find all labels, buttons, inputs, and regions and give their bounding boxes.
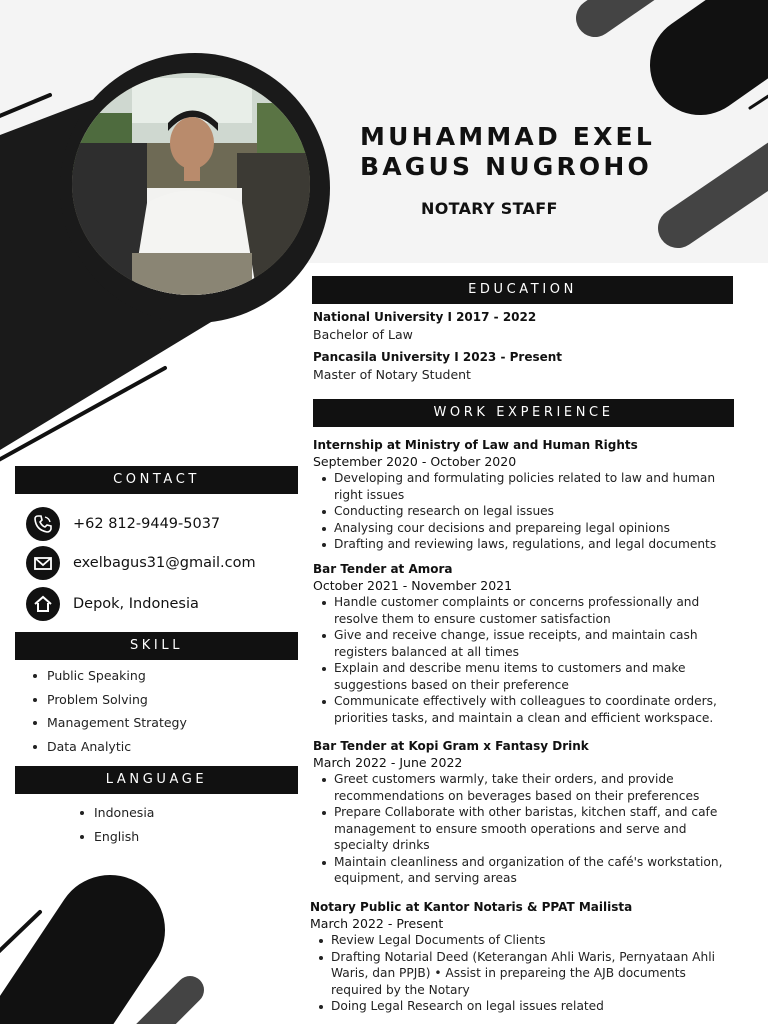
job-title: NOTARY STAFF bbox=[421, 199, 558, 218]
job-bullets bbox=[334, 594, 738, 726]
education-school: National University I 2017 - 2022 bbox=[313, 310, 537, 324]
education-degree: Master of Notary Student bbox=[313, 367, 471, 382]
contact-email-row bbox=[26, 546, 256, 580]
skill-item: Data Analytic bbox=[31, 735, 187, 759]
education-degree: Bachelor of Law bbox=[313, 327, 413, 342]
job-bullet: Prepare Collaborate with other baristas, kitchen staff, and cafe management to ensure smooth operations and serve and specialty drinks bbox=[334, 804, 738, 854]
job-title: Notary Public at Kantor Notaris & PPAT Mailista bbox=[310, 900, 633, 914]
contact-email: exelbagus31@gmail.com bbox=[73, 555, 256, 571]
deco-capsule-mid-right bbox=[678, 145, 768, 228]
contact-location-row bbox=[26, 587, 199, 621]
skill-header: SKILL bbox=[15, 632, 298, 660]
mail-icon bbox=[26, 546, 60, 580]
job-bullets bbox=[334, 470, 738, 553]
job-bullet: Communicate effectively with colleagues to coordinate orders, priorities tasks, and maintain a clean and efficient workspace. bbox=[334, 693, 738, 726]
language-header: LANGUAGE bbox=[15, 766, 298, 794]
language-item: English bbox=[78, 825, 154, 849]
name-line-1: MUHAMMAD EXEL bbox=[360, 122, 655, 151]
education-entry bbox=[313, 348, 562, 384]
candidate-name bbox=[360, 122, 690, 182]
job-bullet: Drafting and reviewing laws, regulations, and legal documents bbox=[334, 536, 738, 553]
education-school: Pancasila University I 2023 - Present bbox=[313, 350, 563, 364]
job-bullets bbox=[331, 932, 735, 1015]
contact-phone: +62 812-9449-5037 bbox=[73, 516, 221, 532]
deco-capsule-bottom-small bbox=[140, 990, 190, 1024]
job-title: Bar Tender at Kopi Gram x Fantasy Drink bbox=[313, 739, 589, 753]
work-experience-header: WORK EXPERIENCE bbox=[313, 399, 734, 427]
job-dates: March 2022 - June 2022 bbox=[313, 754, 463, 770]
contact-location: Depok, Indonesia bbox=[73, 596, 199, 612]
job-title: Bar Tender at Amora bbox=[313, 562, 453, 576]
job-bullet: Developing and formulating policies related to law and human right issues bbox=[334, 470, 738, 503]
job-bullet: Maintain cleanliness and organization of the café's workstation, equipment, and serving areas bbox=[334, 854, 738, 887]
skill-item: Management Strategy bbox=[31, 711, 187, 735]
job-entry bbox=[313, 561, 738, 726]
deco-capsule-top-small bbox=[595, 0, 650, 18]
job-dates: September 2020 - October 2020 bbox=[313, 453, 517, 469]
job-entry bbox=[313, 738, 738, 887]
job-bullets bbox=[334, 771, 738, 887]
job-bullet: Drafting Notarial Deed (Keterangan Ahli Waris, Pernyataan Ahli Waris, dan PPJB) • Assist in prepareing the AJB documents required by the Notary bbox=[331, 949, 735, 999]
deco-capsule-bottom-large bbox=[10, 930, 110, 1024]
job-bullet: Doing Legal Research on legal issues related bbox=[331, 998, 735, 1015]
job-bullet: Give and receive change, issue receipts, and maintain cash registers balanced at all times bbox=[334, 627, 738, 660]
language-item: Indonesia bbox=[78, 801, 154, 825]
deco-line-left-top bbox=[0, 95, 50, 120]
education-entry bbox=[313, 308, 536, 344]
education-header: EDUCATION bbox=[312, 276, 733, 304]
skill-list bbox=[31, 664, 187, 759]
job-bullet: Conducting research on legal issues bbox=[334, 503, 738, 520]
name-line-2: BAGUS NUGROHO bbox=[360, 152, 652, 181]
job-entry bbox=[310, 899, 735, 1015]
job-dates: October 2021 - November 2021 bbox=[313, 577, 513, 593]
job-bullet: Explain and describe menu items to customers and make suggestions based on their preference bbox=[334, 660, 738, 693]
profile-photo-illustration bbox=[72, 73, 310, 295]
job-bullet: Greet customers warmly, take their orders, and provide recommendations on beverages based on their preferences bbox=[334, 771, 738, 804]
contact-header: CONTACT bbox=[15, 466, 298, 494]
language-list bbox=[78, 801, 154, 848]
home-icon bbox=[26, 587, 60, 621]
profile-photo bbox=[72, 73, 310, 295]
job-dates: March 2022 - Present bbox=[310, 915, 444, 931]
job-bullet: Analysing cour decisions and prepareing legal opinions bbox=[334, 520, 738, 537]
skill-item: Public Speaking bbox=[31, 664, 187, 688]
job-bullet: Review Legal Documents of Clients bbox=[331, 932, 735, 949]
phone-icon bbox=[26, 507, 60, 541]
contact-phone-row bbox=[26, 507, 220, 541]
job-entry bbox=[313, 437, 738, 553]
job-title: Internship at Ministry of Law and Human Rights bbox=[313, 438, 638, 452]
skill-item: Problem Solving bbox=[31, 688, 187, 712]
job-bullet: Handle customer complaints or concerns professionally and resolve them to ensure customer satisfaction bbox=[334, 594, 738, 627]
deco-capsule-top-large bbox=[700, 0, 768, 65]
